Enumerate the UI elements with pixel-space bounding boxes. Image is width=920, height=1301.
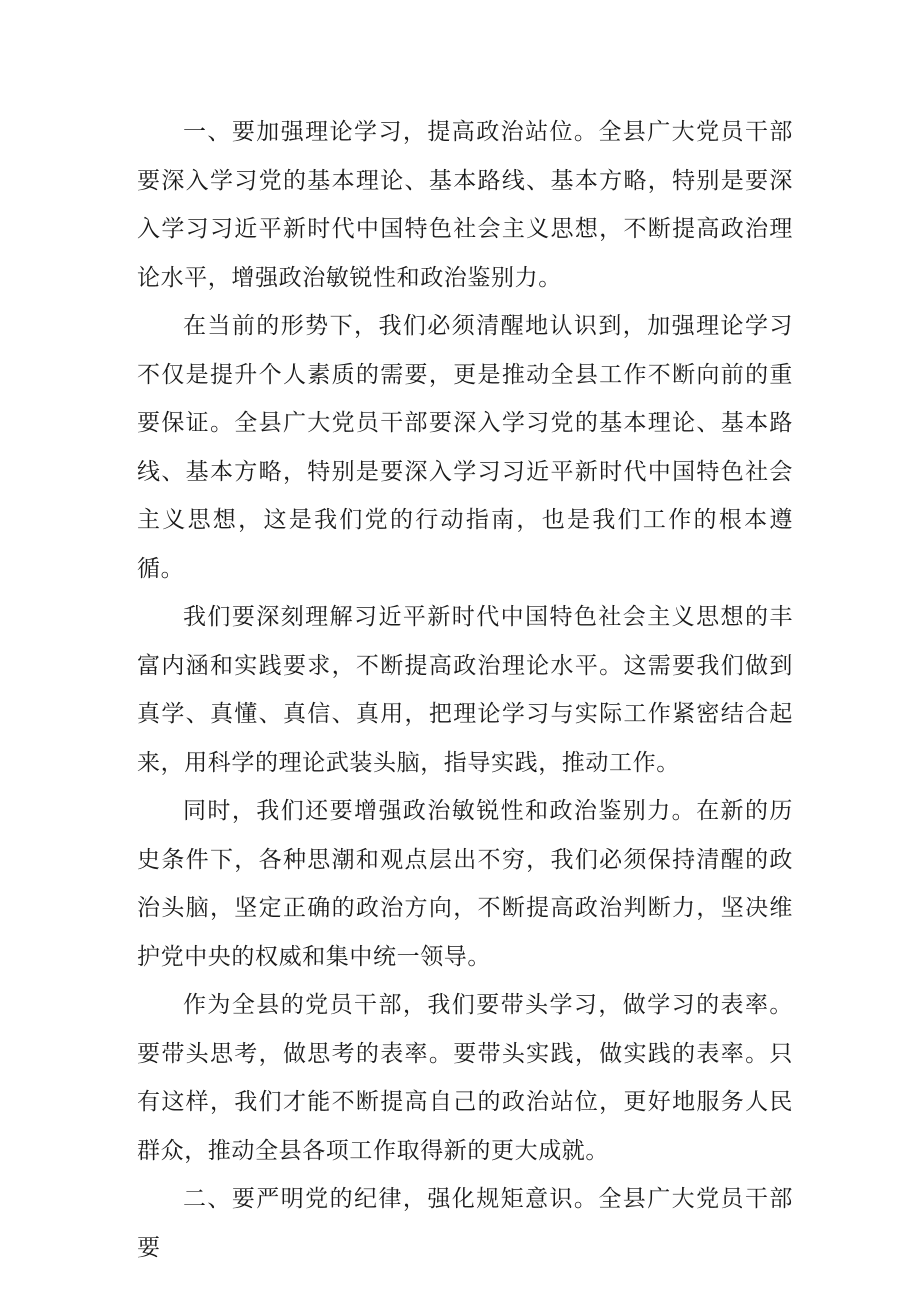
paragraph-3: 我们要深刻理解习近平新时代中国特色社会主义思想的丰富内涵和实践要求，不断提高政治理论水平。这需要我们做到真学、真懂、真信、真用，把理论学习与实际工作紧密结合起来，用科学的理论武装头脑，指导实践，推动工作。 (137, 604, 793, 776)
paragraph-5: 作为全县的党员干部，我们要带头学习，做学习的表率。要带头思考，做思考的表率。要带头实践，做实践的表率。只有这样，我们才能不断提高自己的政治站位，更好地服务人民群众，推动全县各项工作取得新的更大成就。 (137, 992, 793, 1164)
paragraph-4: 同时，我们还要增强政治敏锐性和政治鉴别力。在新的历史条件下，各种思潮和观点层出不穷，我们必须保持清醒的政治头脑，坚定正确的政治方向，不断提高政治判断力，坚决维护党中央的权威和集中统一领导。 (137, 798, 793, 970)
document-body (137, 108, 793, 1272)
paragraph-6: 二、要严明党的纪律，强化规矩意识。全县广大党员干部要 (137, 1186, 793, 1261)
paragraph-1: 一、要加强理论学习，提高政治站位。全县广大党员干部要深入学习党的基本理论、基本路线、基本方略，特别是要深入学习习近平新时代中国特色社会主义思想，不断提高政治理论水平，增强政治敏锐性和政治鉴别力。 (137, 119, 793, 291)
paragraph-2: 在当前的形势下，我们必须清醒地认识到，加强理论学习不仅是提升个人素质的需要，更是推动全县工作不断向前的重要保证。全县广大党员干部要深入学习党的基本理论、基本路线、基本方略，特别是要深入学习习近平新时代中国特色社会主义思想，这是我们党的行动指南，也是我们工作的根本遵循。 (137, 313, 793, 582)
